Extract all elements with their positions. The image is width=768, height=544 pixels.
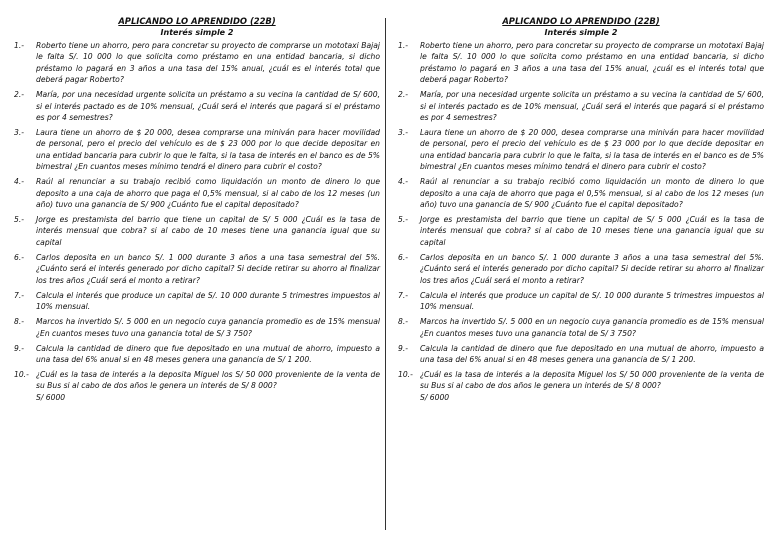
problem-text [420, 290, 764, 313]
problem-item [398, 176, 764, 210]
problem-text [420, 369, 764, 403]
problem-text [420, 127, 764, 173]
problem-text [420, 176, 764, 210]
problem-body: Calcula el interés que produce un capital de S/. 10 000 durante 5 trimestres impuestos al 10% mensual. [420, 290, 764, 312]
problem-item [14, 316, 380, 339]
problem-body: Laura tiene un ahorro de $ 20 000, desea comprarse una miniván para hacer movilidad de personal, pero el precio del vehículo es de $ 23 000 por lo que decide depositar en una entidad bancaria para cubrir lo que le falta, si la tasa de interés en el banco es de 5% bimestral ¿En cuantos meses mínimo tendrá el dinero para cubrir el costo? [420, 128, 764, 172]
problem-body: Raúl al renunciar a su trabajo recibió como liquidación un monto de dinero lo que deposito a una caja de ahorro que paga el 0,5% mensual, si al cabo de los 12 meses (un año) tuvo una ganancia de S/ 900 ¿Cuánto fue el capital depositado? [420, 177, 764, 210]
problem-body: Marcos ha invertido S/. 5 000 en un negocio cuya ganancia promedio es de 15% mensual ¿En cuantos meses tuvo una ganancia total de S/ 3 750? [36, 317, 380, 338]
problem-body: Roberto tiene un ahorro, pero para concretar su proyecto de comprarse un mototaxi Bajaj le falta S/. 10 000 lo que solicita como préstamo en una entidad bancaria, si dicho préstamo lo pagará en 3 años a una tasa del 15% anual, ¿cuál es el interés total que deberá pagar Roberto? [420, 41, 764, 85]
problem-item [398, 343, 764, 366]
problem-body: María, por una necesidad urgente solicita un préstamo a su vecina la cantidad de S/ 600, si el interés pactado es de 10% mensual, ¿Cuál será el interés que pagará si el préstamo es por 4 semestres? [36, 90, 380, 123]
problem-text [36, 252, 380, 286]
problem-body: ¿Cuál es la tasa de interés a la deposita Miguel los S/ 50 000 proveniente de la venta de su Bus si al cabo de dos años le genera un interés de S/ 8 000? [36, 369, 380, 391]
problem-body: Calcula el interés que produce un capital de S/. 10 000 durante 5 trimestres impuestos al 10% mensual. [36, 290, 380, 312]
problem-text [36, 214, 380, 248]
problem-list [14, 40, 380, 403]
problem-item [398, 127, 764, 173]
problem-number: 1.- [14, 41, 24, 50]
problem-text [36, 89, 380, 123]
problem-answer: S/ 6000 [36, 392, 66, 402]
problem-body: Raúl al renunciar a su trabajo recibió como liquidación un monto de dinero lo que deposito a una caja de ahorro que paga el 0,5% mensual, si al cabo de los 12 meses (un año) tuvo una ganancia de S/ 900 ¿Cuánto fue el capital depositado? [36, 177, 380, 210]
problem-item [14, 127, 380, 173]
problem-number: 2.- [14, 90, 24, 100]
problem-body: Carlos deposita en un banco S/. 1 000 durante 3 años a una tasa semestral del 5%. ¿Cuánto será el interés generado por dicho capital? Si decide retirar su ahorro al finalizar los tres años ¿Cuál será el monto a retirar? [420, 252, 764, 285]
problem-item [14, 40, 380, 86]
problem-item [398, 214, 764, 248]
problem-answer: S/ 6000 [420, 392, 450, 402]
worksheet-title: APLICANDO LO APRENDIDO (22B) [118, 16, 276, 26]
problem-item [14, 343, 380, 366]
problem-text [420, 252, 764, 286]
problem-body: ¿Cuál es la tasa de interés a la deposita Miguel los S/ 50 000 proveniente de la venta de su Bus si al cabo de dos años le genera un interés de S/ 8 000? [420, 369, 764, 391]
problem-text [36, 176, 380, 210]
problem-item [398, 89, 764, 123]
problem-number: 7.- [398, 290, 408, 300]
problem-number: 10.- [398, 369, 413, 379]
problem-body: Carlos deposita en un banco S/. 1 000 durante 3 años a una tasa semestral del 5%. ¿Cuánto será el interés generado por dicho capital? Si decide retirar su ahorro al finalizar los tres años ¿Cuál será el monto a retirar? [36, 252, 380, 285]
problem-body: Calcula la cantidad de dinero que fue depositado en una mutual de ahorro, impuesto a una tasa del 6% anual si en 48 meses genera una ganancia de S/ 1 200. [420, 343, 764, 364]
problem-text [420, 40, 764, 86]
problem-item [14, 176, 380, 210]
problem-list [398, 40, 764, 403]
problem-text [420, 214, 764, 248]
problem-text [36, 40, 380, 86]
problem-text [420, 89, 764, 123]
problem-number: 3.- [398, 128, 408, 138]
worksheet-left [14, 16, 380, 407]
problem-body: María, por una necesidad urgente solicita un préstamo a su vecina la cantidad de S/ 600, si el interés pactado es de 10% mensual, ¿Cuál será el interés que pagará si el préstamo es por 4 semestres? [420, 90, 764, 123]
problem-body: Laura tiene un ahorro de $ 20 000, desea comprarse una miniván para hacer movilidad de personal, pero el precio del vehículo es de $ 23 000 por lo que decide depositar en una entidad bancaria para cubrir lo que le falta, si la tasa de interés en el banco es de 5% bimestral ¿En cuantos meses mínimo tendrá el dinero para cubrir el costo? [36, 128, 380, 172]
column-divider [385, 18, 386, 530]
problem-number: 2.- [398, 90, 408, 100]
worksheet-right [398, 16, 764, 407]
problem-text [420, 343, 764, 366]
problem-text [420, 316, 764, 339]
problem-number: 5.- [14, 215, 24, 225]
problem-item [398, 290, 764, 313]
problem-text [36, 290, 380, 313]
problem-number: 10.- [14, 369, 29, 379]
problem-item [14, 89, 380, 123]
problem-body: Jorge es prestamista del barrio que tiene un capital de S/ 5 000 ¿Cuál es la tasa de interés mensual que cobra? si al cabo de 10 meses tiene una ganancia igual que su capital [420, 215, 764, 247]
problem-number: 6.- [398, 252, 408, 262]
problem-item [398, 316, 764, 339]
problem-body: Roberto tiene un ahorro, pero para concretar su proyecto de comprarse un mototaxi Bajaj le falta S/. 10 000 lo que solicita como préstamo en una entidad bancaria, si dicho préstamo lo pagará en 3 años a una tasa del 15% anual, ¿cuál es el interés total que deberá pagar Roberto? [36, 41, 380, 85]
problem-number: 4.- [14, 177, 24, 187]
problem-text [36, 343, 380, 366]
problem-text [36, 316, 380, 339]
problem-text [36, 369, 380, 403]
problem-number: 6.- [14, 252, 24, 262]
problem-text [36, 127, 380, 173]
problem-number: 7.- [14, 290, 24, 300]
problem-item [398, 40, 764, 86]
problem-item [14, 252, 380, 286]
worksheet-subtitle: Interés simple 2 [160, 28, 234, 37]
problem-number: 9.- [398, 343, 408, 353]
problem-number: 1.- [398, 41, 408, 50]
problem-number: 8.- [14, 317, 24, 327]
problem-number: 8.- [398, 317, 408, 327]
problem-item [398, 369, 764, 403]
problem-body: Marcos ha invertido S/. 5 000 en un negocio cuya ganancia promedio es de 15% mensual ¿En cuantos meses tuvo una ganancia total de S/ 3 750? [420, 317, 764, 338]
problem-number: 9.- [14, 343, 24, 353]
problem-number: 3.- [14, 128, 24, 138]
problem-item [14, 369, 380, 403]
problem-number: 5.- [398, 215, 408, 225]
problem-item [14, 290, 380, 313]
worksheet-subtitle: Interés simple 2 [544, 28, 618, 37]
problem-body: Jorge es prestamista del barrio que tiene un capital de S/ 5 000 ¿Cuál es la tasa de interés mensual que cobra? si al cabo de 10 meses tiene una ganancia igual que su capital [36, 215, 380, 247]
problem-number: 4.- [398, 177, 408, 187]
problem-item [14, 214, 380, 248]
problem-body: Calcula la cantidad de dinero que fue depositado en una mutual de ahorro, impuesto a una tasa del 6% anual si en 48 meses genera una ganancia de S/ 1 200. [36, 343, 380, 364]
problem-item [398, 252, 764, 286]
worksheet-title: APLICANDO LO APRENDIDO (22B) [502, 16, 660, 26]
